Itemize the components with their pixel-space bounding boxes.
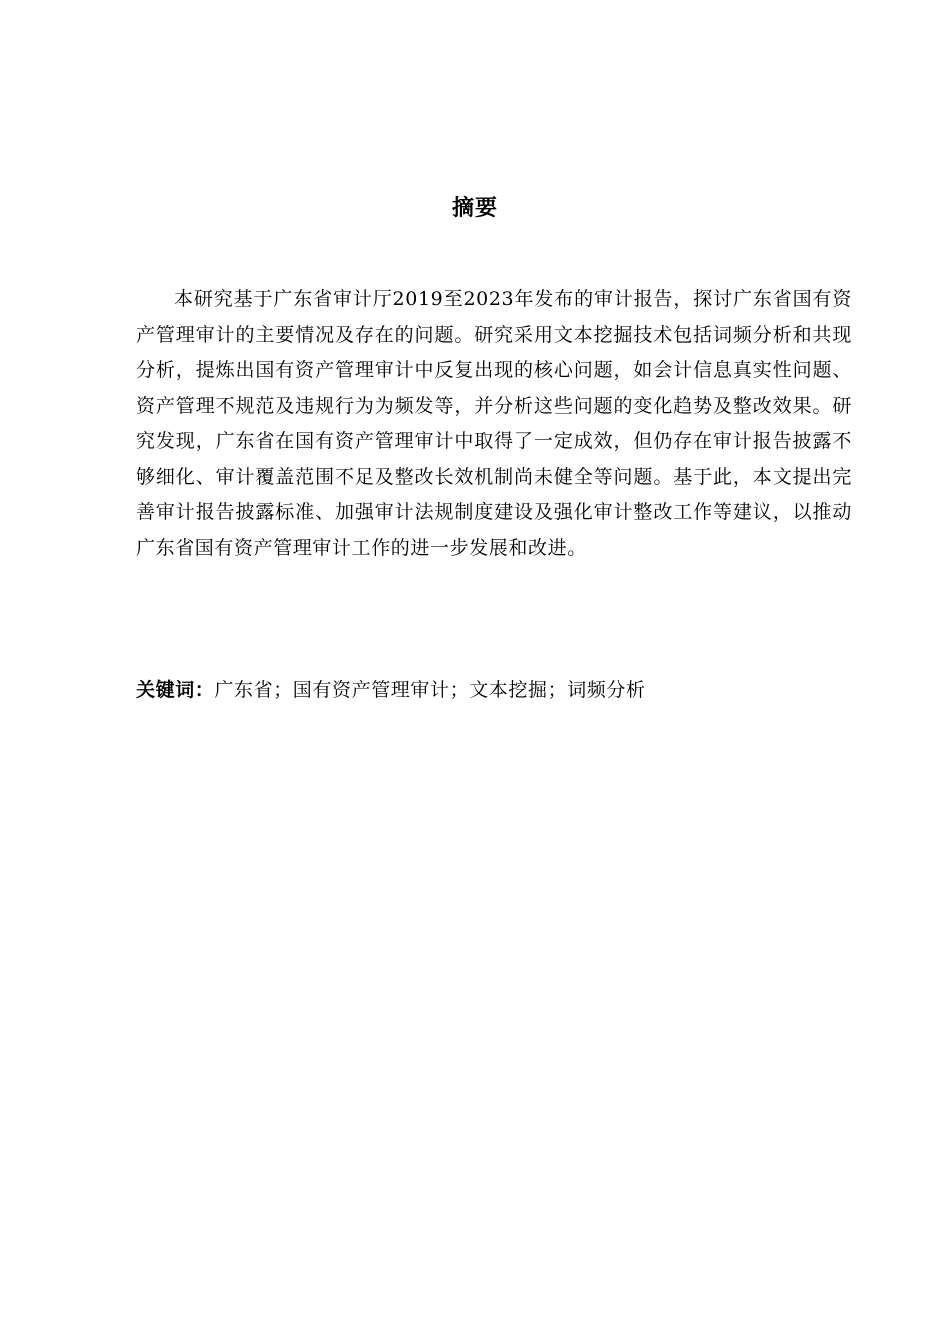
keywords-label: 关键词： (136, 679, 215, 701)
abstract-paragraph: 本研究基于广东省审计厅2019至2023年发布的审计报告，探讨广东省国有资产管理审计的主要情况及存在的问题。研究采用文本挖掘技术包括词频分析和共现分析，提炼出国有资产管理审计中反复出现的核心问题，如会计信息真实性问题、资产管理不规范及违规行为为频发等，并分析这些问题的变化趋势及整改效果。研究发现，广东省在国有资产管理审计中取得了一定成效，但仍存在审计报告披露不够细化、审计覆盖范围不足及整改长效机制尚未健全等问题。基于此，本文提出完善审计报告披露标准、加强审计法规制度建设及强化审计整改工作等建议，以推动广东省国有资产管理审计工作的进一步发展和改进。 (136, 288, 852, 559)
keywords-text: 广东省；国有资产管理审计；文本挖掘；词频分析 (214, 679, 646, 701)
keywords-line (136, 672, 852, 708)
page-title: 摘要 (451, 196, 498, 221)
